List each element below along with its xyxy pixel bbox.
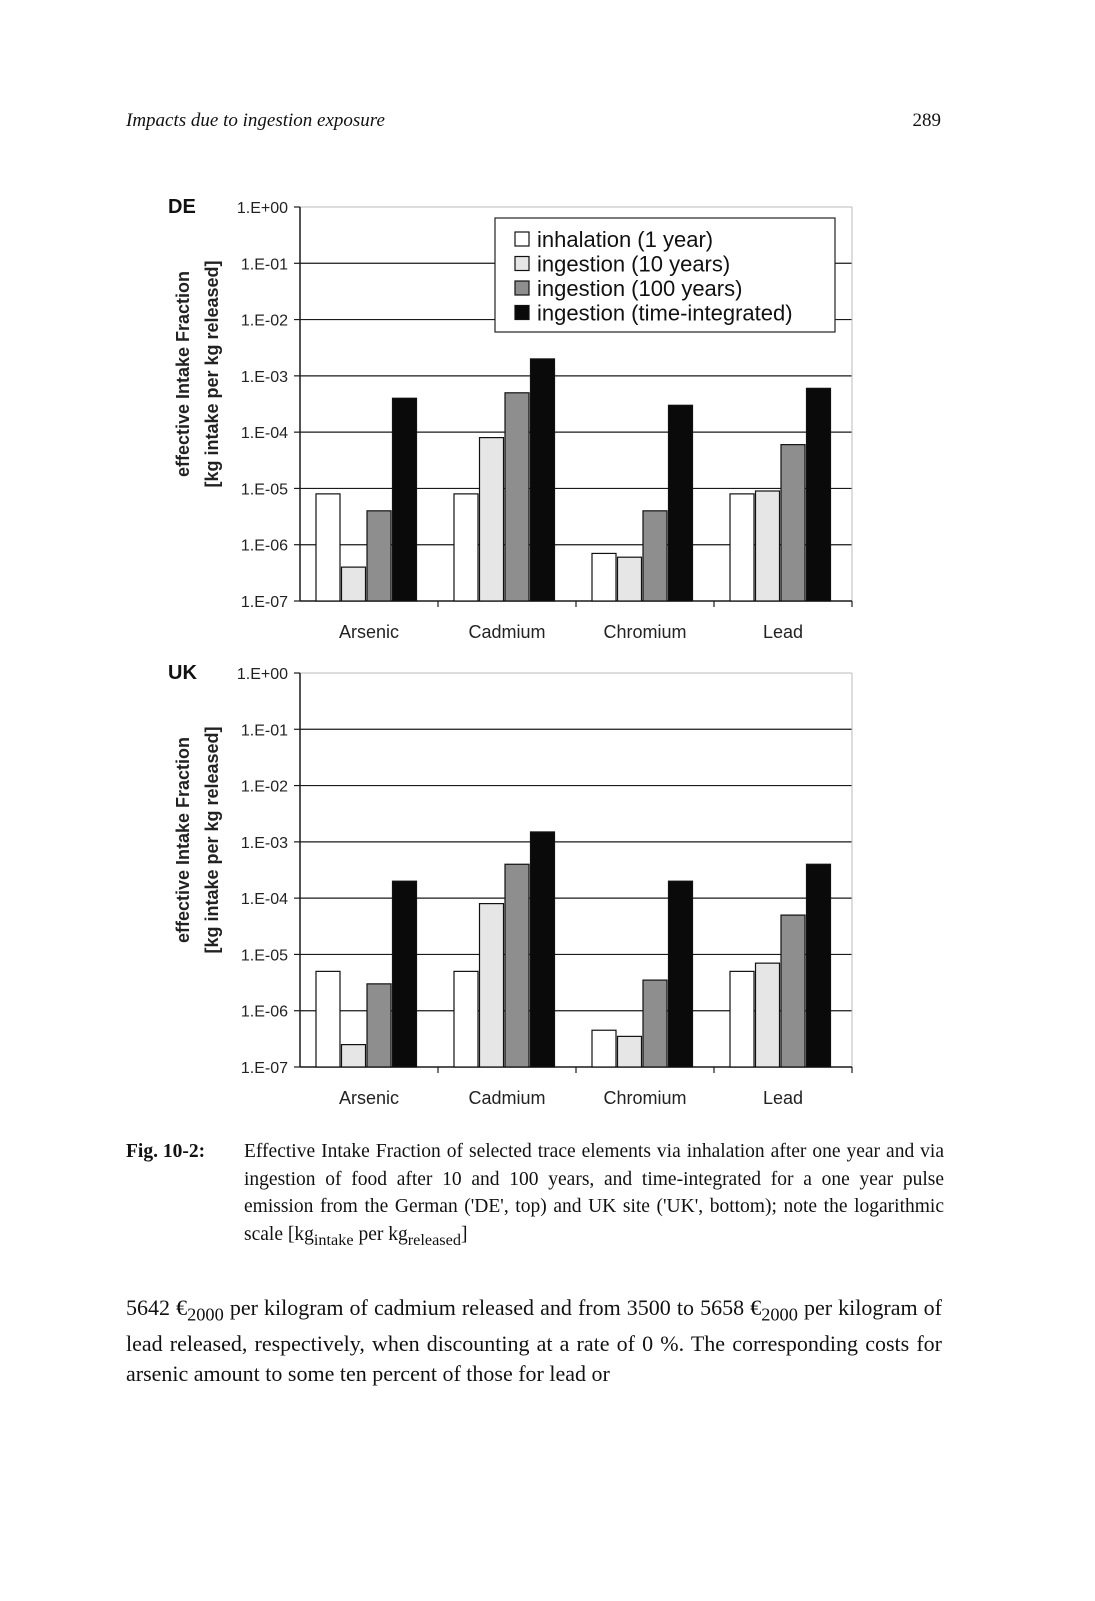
uk-bar-arsenic-s4: [393, 881, 417, 1067]
uk-ytick-label: 1.E-01: [240, 722, 288, 740]
uk-category-label-chromium: Chromium: [603, 1088, 687, 1108]
de-category-label-lead: Lead: [762, 622, 804, 642]
caption-label: Fig. 10-2:: [126, 1141, 206, 1162]
uk-bar-arsenic-s1: [316, 971, 340, 1067]
uk-bar-cadmium-s1: [454, 971, 478, 1067]
de-legend-swatch-s4: [515, 306, 529, 320]
body-text-2: per kilogram of cadmium released and from 3500 to 5658 €: [223, 1295, 762, 1320]
uk-site-label: UK: [168, 662, 197, 684]
de-bar-cadmium-s3: [505, 393, 529, 601]
de-bar-arsenic-s3: [367, 511, 391, 601]
de-ytick-label: 1.E-05: [240, 481, 288, 499]
de-category-label-chromium: Chromium: [603, 622, 687, 642]
chart-de: [0, 190, 1095, 650]
chart-uk: [0, 656, 1095, 1116]
de-ytick-label: 1.E-04: [240, 425, 288, 443]
de-bar-lead-s4: [807, 388, 831, 601]
uk-bar-chromium-s1: [592, 1030, 616, 1067]
de-bar-lead-s1: [730, 494, 754, 601]
de-legend-label-s2: ingestion (10 years): [537, 251, 731, 277]
de-ytick-label: 1.E-03: [240, 368, 288, 386]
de-legend-label-s3: ingestion (100 years): [537, 276, 743, 301]
caption-mid: per kg: [353, 1223, 408, 1245]
uk-ytick-label: 1.E+00: [236, 666, 288, 683]
uk-bar-cadmium-s2: [480, 904, 504, 1067]
running-header: [126, 110, 941, 140]
uk-ytick-label: 1.E-05: [240, 947, 288, 965]
de-ytick-label: 1.E-07: [240, 594, 288, 611]
de-legend-label-s1: inhalation (1 year): [537, 227, 714, 252]
uk-ytick-label: 1.E-07: [240, 1060, 288, 1077]
uk-category-label-cadmium: Cadmium: [468, 1088, 546, 1108]
body-paragraph: [126, 1293, 942, 1389]
uk-ytick-label: 1.E-06: [240, 1003, 288, 1021]
caption-sub-intake: intake: [313, 1230, 354, 1249]
uk-bar-cadmium-s3: [505, 864, 529, 1067]
uk-bar-chromium-s4: [669, 881, 693, 1067]
de-ytick-label: 1.E+00: [236, 200, 288, 217]
caption-end: ]: [460, 1223, 468, 1245]
de-legend-swatch-s3: [515, 281, 529, 295]
uk-bar-lead-s2: [756, 963, 780, 1067]
uk-ylabel: effective Intake Fraction: [173, 736, 193, 944]
de-bar-chromium-s2: [618, 557, 642, 601]
body-text-3: per kilogram of lead released, respectively, when discounting at a rate of 0 %. The corresponding costs for arsenic amount to some ten percent of those for lead or: [126, 1295, 942, 1387]
running-title: Impacts due to ingestion exposure: [126, 110, 385, 131]
uk-bar-lead-s1: [730, 971, 754, 1067]
de-legend-label-s4: ingestion (time-integrated): [537, 300, 793, 326]
de-ytick-label: 1.E-01: [240, 256, 288, 274]
uk-category-label-lead: Lead: [762, 1088, 804, 1108]
de-bar-chromium-s1: [592, 553, 616, 601]
body-sub-2: 2000: [761, 1304, 798, 1325]
uk-bar-chromium-s2: [618, 1036, 642, 1067]
uk-ytick-label: 1.E-04: [240, 891, 288, 909]
de-bar-chromium-s3: [643, 511, 667, 601]
uk-ytick-label: 1.E-02: [240, 778, 288, 796]
uk-ytick-label: 1.E-03: [240, 834, 288, 852]
de-bar-lead-s2: [756, 491, 780, 601]
uk-category-label-arsenic: Arsenic: [338, 1088, 400, 1108]
caption-main: Effective Intake Fraction of selected trace elements via inhalation after one year and via ingestion of food after 10 and 100 years, and time-integrated for a one year pulse emission from the German ('DE', top) and UK site ('UK', bottom); note the logarithmic scale [kg: [244, 1141, 944, 1245]
de-bar-lead-s3: [781, 445, 805, 601]
de-bar-chromium-s4: [669, 405, 693, 601]
uk-bar-arsenic-s3: [367, 984, 391, 1067]
uk-ylabel-unit: [kg intake per kg released]: [202, 726, 222, 954]
page-number: 289: [912, 110, 941, 131]
de-bar-arsenic-s4: [393, 398, 417, 601]
de-bar-arsenic-s1: [316, 494, 340, 601]
de-bar-cadmium-s2: [480, 438, 504, 601]
uk-bar-lead-s4: [807, 864, 831, 1067]
body-sub-1: 2000: [187, 1304, 224, 1325]
de-ylabel: effective Intake Fraction: [173, 270, 193, 478]
de-category-label-arsenic: Arsenic: [338, 622, 400, 642]
de-bar-cadmium-s4: [531, 359, 555, 601]
de-legend-swatch-s2: [515, 257, 529, 271]
uk-bar-arsenic-s2: [342, 1045, 366, 1067]
uk-bar-cadmium-s4: [531, 832, 555, 1067]
de-category-label-cadmium: Cadmium: [468, 622, 546, 642]
caption-text: [244, 1138, 944, 1254]
de-legend-swatch-s1: [515, 232, 529, 246]
de-site-label: DE: [168, 196, 196, 218]
de-ylabel-unit: [kg intake per kg released]: [202, 260, 222, 488]
de-bar-arsenic-s2: [342, 567, 366, 601]
uk-bar-chromium-s3: [643, 980, 667, 1067]
uk-bar-lead-s3: [781, 915, 805, 1067]
caption-sub-released: released: [407, 1230, 461, 1249]
de-ytick-label: 1.E-06: [240, 537, 288, 555]
body-text-1: 5642 €: [126, 1295, 188, 1320]
de-ytick-label: 1.E-02: [240, 312, 288, 330]
de-bar-cadmium-s1: [454, 494, 478, 601]
